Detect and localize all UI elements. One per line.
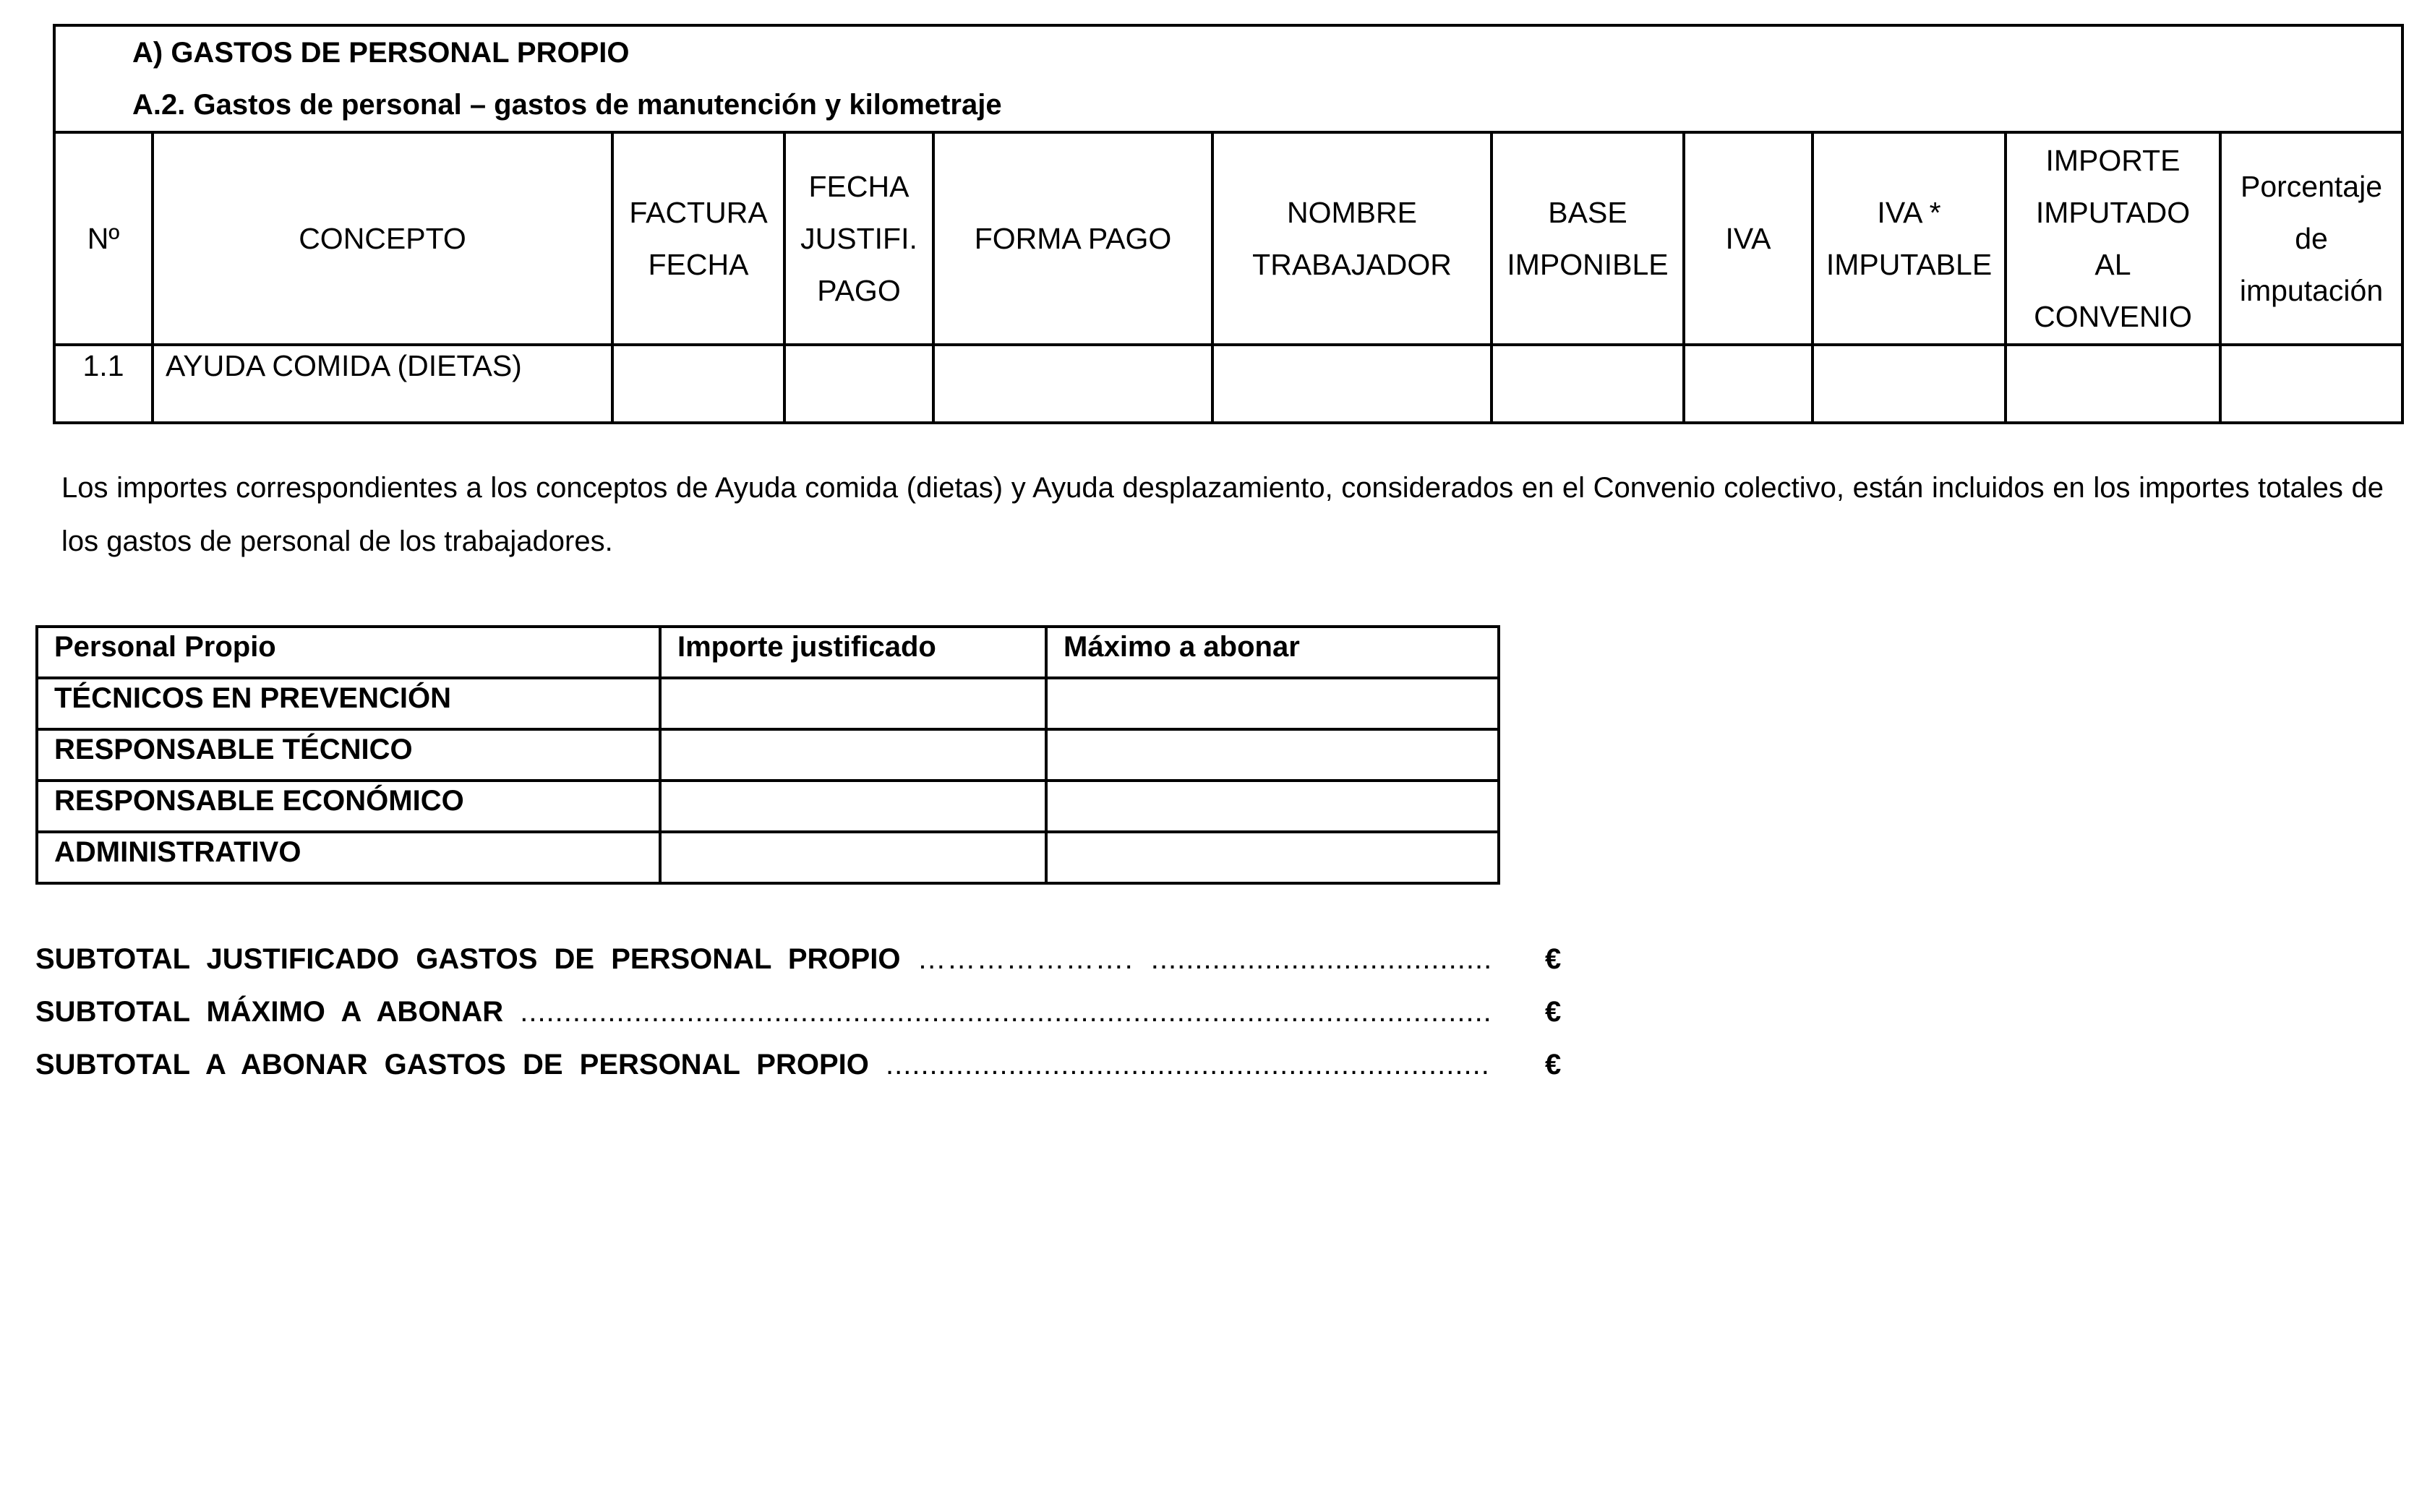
euro-symbol: € — [1545, 1049, 1562, 1081]
subtotal-label — [35, 1049, 1490, 1081]
col-header-text: IMPONIBLE — [1507, 248, 1669, 281]
col-header-text: FACTURA — [629, 196, 768, 229]
col-header-text: BASE — [1548, 196, 1627, 229]
col-header-text: IVA * — [1877, 196, 1941, 229]
col-header-text: FORMA PAGO — [974, 222, 1172, 255]
cell-vat-chargeable[interactable] — [1813, 345, 2006, 423]
col-header-payment-date — [784, 132, 933, 345]
dot-leader: …………………. ....................................... — [917, 943, 1493, 975]
cell-vat[interactable] — [1684, 345, 1813, 423]
max-payable-cell[interactable] — [1046, 781, 1499, 832]
table-header-row — [37, 627, 1499, 678]
col-header-percentage — [2220, 132, 2402, 345]
amount-justified-cell[interactable] — [660, 729, 1046, 781]
col-header-vat — [1684, 132, 1813, 345]
col-header-amount-charged — [2006, 132, 2220, 345]
amount-justified-cell[interactable] — [660, 832, 1046, 883]
cell-worker-name[interactable] — [1212, 345, 1492, 423]
col-header-text: IMPUTADO — [2035, 196, 2191, 229]
cell-concept: AYUDA COMIDA (DIETAS) — [153, 345, 612, 423]
subtotal-payable — [35, 1049, 1568, 1101]
col-header-text: CONVENIO — [2034, 300, 2192, 333]
subtotal-max — [35, 996, 1568, 1049]
table-row — [37, 729, 1499, 781]
col-header-payment-method — [933, 132, 1212, 345]
col-header-text: TRABAJADOR — [1252, 248, 1452, 281]
subtotal-label — [35, 996, 1492, 1028]
euro-symbol: € — [1545, 996, 1562, 1028]
euro-symbol: € — [1545, 943, 1562, 975]
cell-invoice-date[interactable] — [612, 345, 784, 423]
section-subtitle: A.2. Gastos de personal – gastos de manutención y kilometraje — [132, 89, 1002, 121]
col-header-text: AL — [2094, 248, 2131, 281]
subtotals-block — [35, 943, 1568, 1101]
amount-justified-cell[interactable] — [660, 781, 1046, 832]
subtotal-label — [35, 943, 1492, 976]
explanatory-note: Los importes correspondientes a los conceptos de Ayuda comida (dietas) y Ayuda desplazamiento, considerados en el Convenio colectivo, están incluidos en los importes totales de los gastos de personal de los trabajadores. — [61, 472, 2384, 557]
col-header-text: FECHA — [648, 248, 749, 281]
section-title: A) GASTOS DE PERSONAL PROPIO — [132, 37, 630, 69]
table-row — [37, 781, 1499, 832]
cell-taxable-base[interactable] — [1492, 345, 1684, 423]
subtotal-justified — [35, 943, 1568, 996]
amount-justified-cell[interactable] — [660, 678, 1046, 729]
cell-num: 1.1 — [54, 345, 153, 423]
table-row — [37, 678, 1499, 729]
col-header-text: IMPUTABLE — [1826, 248, 1993, 281]
col-header-vat-chargeable — [1813, 132, 2006, 345]
col-header-concept — [153, 132, 612, 345]
col-header-text: imputación — [2239, 274, 2384, 307]
staff-role: RESPONSABLE TÉCNICO — [37, 729, 660, 781]
cell-amount-charged[interactable] — [2006, 345, 2220, 423]
col-header-text: IMPORTE — [2045, 144, 2181, 177]
expense-table — [53, 24, 2404, 424]
col-header-text: FECHA — [808, 170, 910, 203]
subtotal-label-text: SUBTOTAL MÁXIMO A ABONAR — [35, 996, 504, 1028]
staff-summary-table — [35, 625, 1500, 885]
col-header-num — [54, 132, 153, 345]
staff-role: TÉCNICOS EN PREVENCIÓN — [37, 678, 660, 729]
col-header-taxable-base — [1492, 132, 1684, 345]
section-header — [54, 25, 2402, 132]
cell-percentage[interactable] — [2220, 345, 2402, 423]
dot-leader: ..................................................................... — [885, 1049, 1490, 1081]
col-header-invoice-date — [612, 132, 784, 345]
staff-role: ADMINISTRATIVO — [37, 832, 660, 883]
amount-justified-header: Importe justificado — [660, 627, 1046, 678]
col-header-worker-name — [1212, 132, 1492, 345]
table-row — [37, 832, 1499, 883]
col-header-text: de — [2295, 222, 2328, 255]
max-payable-cell[interactable] — [1046, 729, 1499, 781]
subtotal-label-text: SUBTOTAL JUSTIFICADO GASTOS DE PERSONAL PROPIO — [35, 943, 901, 975]
col-header-text: Nº — [87, 222, 120, 255]
max-payable-header: Máximo a abonar — [1046, 627, 1499, 678]
subtotal-label-text: SUBTOTAL A ABONAR GASTOS DE PERSONAL PROPIO — [35, 1049, 869, 1081]
col-header-text: Porcentaje — [2240, 170, 2382, 203]
staff-role: RESPONSABLE ECONÓMICO — [37, 781, 660, 832]
staff-col-header: Personal Propio — [37, 627, 660, 678]
cell-payment-method[interactable] — [933, 345, 1212, 423]
col-header-text: PAGO — [817, 274, 901, 307]
col-header-text: CONCEPTO — [299, 222, 466, 255]
cell-payment-date[interactable] — [784, 345, 933, 423]
col-header-text: IVA — [1725, 222, 1771, 255]
table-row — [54, 345, 2402, 423]
dot-leader: ............................................................................................................... — [520, 996, 1492, 1028]
max-payable-cell[interactable] — [1046, 678, 1499, 729]
col-header-text: JUSTIFI. — [800, 222, 917, 255]
max-payable-cell[interactable] — [1046, 832, 1499, 883]
col-header-text: NOMBRE — [1287, 196, 1417, 229]
